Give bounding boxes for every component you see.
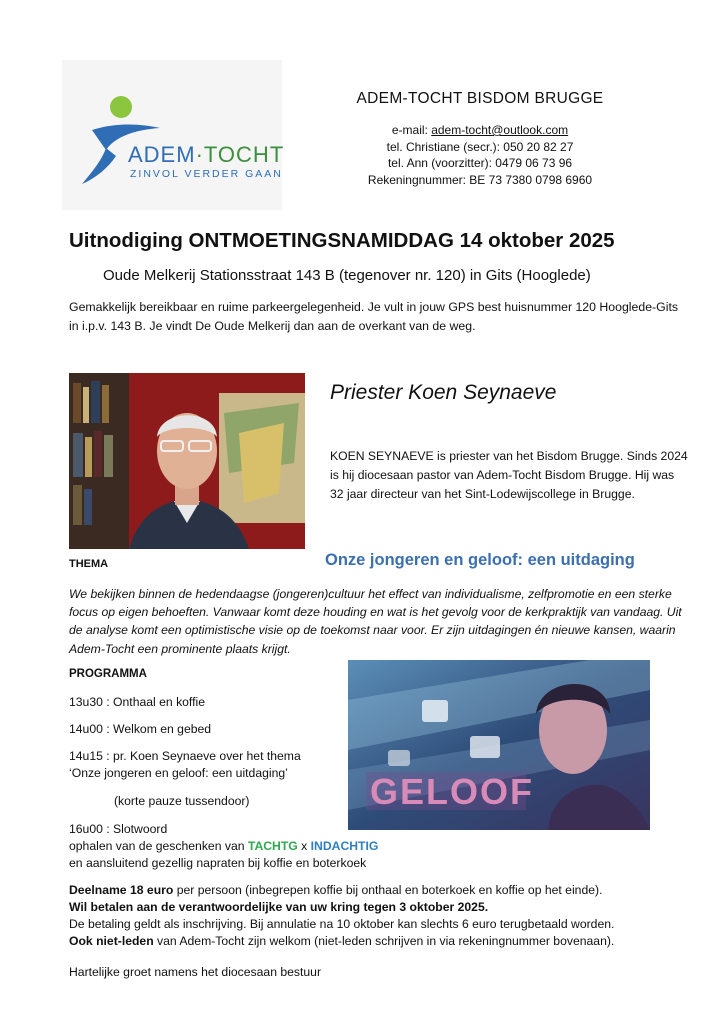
greeting: Hartelijke groet namens het diocesaan bestuur <box>69 965 322 979</box>
program-pause: (korte pauze tussendoor) <box>114 794 250 808</box>
program-item: 13u30 : Onthaal en koffie <box>69 695 205 709</box>
programma-label: PROGRAMMA <box>69 668 147 680</box>
bank-account: Rekeningnummer: BE 73 7380 0798 6960 <box>367 172 593 187</box>
gifts-line: ophalen van de geschenken van TACHTG x INDACHTIG <box>69 839 379 853</box>
thema-label: THEMA <box>69 558 109 570</box>
program-item: 14u00 : Welkom en gebed <box>69 722 212 736</box>
speaker-bio: KOEN SEYNAEVE is priester van het Bisdom Brugge. Sinds 2024 is hij diocesaan pastor van Adem-Tocht Bisdom Brugge. Hij was 32 jaar directeur van het Sint-Lodewijscollege in Brugge. <box>330 449 688 501</box>
refund-line: De betaling geldt als inschrijving. Bij annulatie na 10 oktober kan slechts 6 euro terugbetaald worden. <box>69 917 615 931</box>
speaker-name: Priester Koen Seynaeve <box>330 381 557 404</box>
intro-text: Gemakkelijk bereikbaar en ruime parkeergelegenheid. Je vult in jouw GPS best huisnummer 120 Hooglede-Gits in i.p.v. 143 B. Je vindt De Oude Melkerij dan aan de overkant van de weg. <box>69 300 679 333</box>
speaker-photo <box>69 373 305 549</box>
contact-block <box>330 122 630 188</box>
org-name: ADEM-TOCHT BISDOM BRUGGE <box>356 90 604 107</box>
event-location: Oude Melkerij Stationsstraat 143 B (tegenover nr. 120) in Gits (Hooglede) <box>103 267 591 284</box>
geloof-image-text: GELOOF <box>370 771 534 812</box>
email-line: e-mail: adem-tocht@outlook.com <box>391 123 569 137</box>
fee-line: Deelname 18 euro per persoon (inbegrepen koffie bij onthaal en boterkoek en koffie op het einde). <box>69 883 603 897</box>
pay-deadline: Wil betalen aan de verantwoordelijke van uw kring tegen 3 oktober 2025. <box>69 900 489 914</box>
brand-indachtig: INDACHTIG <box>310 839 379 853</box>
program-item-subtitle: ‘Onze jongeren en geloof: een uitdaging’ <box>69 766 288 780</box>
program-item: 14u15 : pr. Koen Seynaeve over het thema <box>69 749 301 763</box>
logo-figure-icon <box>62 60 285 210</box>
geloof-image <box>348 660 650 830</box>
nonmember-line: Ook niet-leden van Adem-Tocht zijn welkom (niet-leden schrijven in via rekeningnummer bovenaan). <box>69 934 615 948</box>
thema-title: Onze jongeren en geloof: een uitdaging <box>325 551 635 569</box>
payment-info <box>69 882 689 950</box>
closing-line: en aansluitend gezellig napraten bij koffie en boterkoek <box>69 856 367 870</box>
thema-description: We bekijken binnen de hedendaagse (jongeren)cultuur het effect van individualisme, zelfpromotie en een sterke focus op eigen behoeften. Vanwaar komt deze houding en wat is het gevolg voor de kerkpraktijk van vandaag. Uit de analyse komt een optimistische visie op de toekomst naar voor. Er zijn uitdagingen én nieuwe kansen, waarin Adem-Tocht een prominente plaats krijgt. <box>69 587 682 656</box>
program-item: 16u00 : Slotwoord <box>69 822 168 836</box>
brand-tachtg: TACHTG <box>247 839 298 853</box>
tel-secretary: tel. Christiane (secr.): 050 20 82 27 <box>386 139 574 154</box>
logo-wordmark: ADEM·TOCHT <box>128 142 285 167</box>
page-title: Uitnodiging ONTMOETINGSNAMIDDAG 14 oktober 2025 <box>69 229 615 252</box>
tel-chair: tel. Ann (voorzitter): 0479 06 73 96 <box>387 156 573 170</box>
email-link[interactable]: adem-tocht@outlook.com <box>431 123 569 137</box>
logo-tagline: ZINVOL VERDER GAAN <box>130 168 283 180</box>
